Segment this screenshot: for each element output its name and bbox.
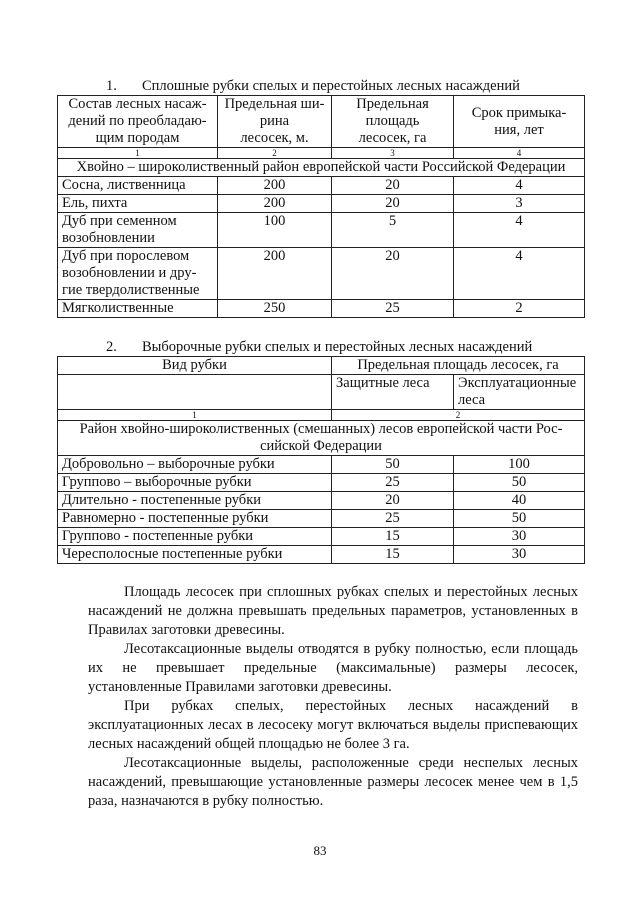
paragraph: При рубках спелых, перестойных лесных насаждений в эксплуатационных лесах в лесосеку могут включаться выделы приспевающих лесных насаждений общей площадью не более 3 га. (88, 698, 578, 752)
table1-species: Мягколиственные (58, 300, 218, 318)
table2-exploitation-value: 50 (454, 474, 585, 492)
table2-protective-value: 20 (332, 492, 454, 510)
table1-area-value: 5 (332, 213, 454, 248)
table2-exploitation-value: 50 (454, 510, 585, 528)
table2-exploitation-value: 40 (454, 492, 585, 510)
table2-exploitation-value: 100 (454, 456, 585, 474)
table1-width-value: 200 (218, 248, 332, 300)
table-row (58, 492, 585, 510)
table2-title-text: Выборочные рубки спелых и перестойных лесных насаждений (142, 339, 533, 355)
table1-region-row (58, 159, 585, 177)
table-row (58, 528, 585, 546)
paragraph: Лесотаксационные выделы, расположенные среди неспелых лесных насаждений, превышающие установленные размеры лесосек менее чем в 1,5 раза, назначаются в рубку полностью. (88, 755, 578, 809)
table1-width-value: 200 (218, 177, 332, 195)
table-row (58, 474, 585, 492)
table2-protective-value: 50 (332, 456, 454, 474)
table2-cut-type: Группово - постепенные рубки (58, 528, 332, 546)
paragraph: Лесотаксационные выделы отводятся в рубку полностью, если площадь их не превышает предельные (максимальные) размеры лесосек, установленные Правилами заготовки древесины. (88, 641, 578, 695)
table1-header-row (58, 96, 585, 148)
table1-area-value: 20 (332, 177, 454, 195)
table2-header-area: Предельная площадь лесосек, га (332, 357, 585, 375)
table1-width-value: 250 (218, 300, 332, 318)
table1-colnum-row (58, 148, 585, 159)
table1-header-width: Предельная ши- рина лесосек, м. (218, 96, 332, 148)
page-number: 83 (313, 843, 327, 858)
table2-cut-type: Длительно - постепенные рубки (58, 492, 332, 510)
table2-header-type: Вид рубки (58, 357, 332, 375)
table2-exploitation-value: 30 (454, 546, 585, 564)
table2-number: 2. (106, 339, 117, 355)
table2-header-protective: Защитные леса (332, 375, 454, 410)
table2-protective-value: 25 (332, 474, 454, 492)
table1-term-value: 4 (454, 248, 585, 300)
table2-protective-value: 15 (332, 528, 454, 546)
table-row (58, 300, 585, 318)
table1-area-value: 25 (332, 300, 454, 318)
table-row (58, 510, 585, 528)
table1-area-value: 20 (332, 248, 454, 300)
table1-header-term: Срок примыка- ния, лет (454, 96, 585, 148)
table1-term-value: 4 (454, 177, 585, 195)
table2-region: Район хвойно-широколиственных (смешанных) лесов европейской части Рос- сийской Федерации (58, 421, 585, 456)
table1-term-value: 3 (454, 195, 585, 213)
table1-colnum: 4 (454, 148, 585, 159)
table2-header-exploitation: Эксплуатационные леса (454, 375, 585, 410)
table1-species: Дуб при порослевом возобновлении и дру- гие твердолиственные (58, 248, 218, 300)
table2-subheader-empty (58, 375, 332, 410)
paragraph: Площадь лесосек при сплошных рубках спелых и перестойных лесных насаждений не должна превышать предельных параметров, установленных в Правилах заготовки древесины. (88, 584, 578, 638)
table1-width-value: 200 (218, 195, 332, 213)
body-text (88, 583, 578, 811)
table-row (58, 195, 585, 213)
table2-colnum-row (58, 410, 585, 421)
table-row (58, 213, 585, 248)
table1-species: Ель, пихта (58, 195, 218, 213)
table2-region-row (58, 421, 585, 456)
table2-cut-type: Группово – выборочные рубки (58, 474, 332, 492)
table-row (58, 456, 585, 474)
table2-protective-value: 15 (332, 546, 454, 564)
table1-colnum: 2 (218, 148, 332, 159)
table-selective-cuttings (57, 356, 585, 564)
table1-title (106, 78, 520, 95)
table1-term-value: 4 (454, 213, 585, 248)
table2-colnum: 2 (332, 410, 585, 421)
table2-header-row (58, 357, 585, 375)
table1-colnum: 1 (58, 148, 218, 159)
table1-width-value: 100 (218, 213, 332, 248)
table1-region: Хвойно – широколиственный район европейской части Российской Федерации (58, 159, 585, 177)
table2-colnum: 1 (58, 410, 332, 421)
table-clear-cuttings (57, 95, 585, 318)
table2-title (106, 339, 532, 356)
table1-title-text: Сплошные рубки спелых и перестойных лесных насаждений (142, 78, 520, 94)
table1-number: 1. (106, 78, 117, 94)
table1-species: Дуб при семенном возобновлении (58, 213, 218, 248)
table1-term-value: 2 (454, 300, 585, 318)
table1-species: Сосна, лиственница (58, 177, 218, 195)
table1-header-composition: Состав лесных насаж- дений по преобладаю- щим породам (58, 96, 218, 148)
table2-protective-value: 25 (332, 510, 454, 528)
table-row (58, 546, 585, 564)
table1-area-value: 20 (332, 195, 454, 213)
table2-cut-type: Добровольно – выборочные рубки (58, 456, 332, 474)
table2-cut-type: Равномерно - постепенные рубки (58, 510, 332, 528)
table2-subheader-row (58, 375, 585, 410)
table1-header-area: Предельная площадь лесосек, га (332, 96, 454, 148)
table-row (58, 177, 585, 195)
table2-cut-type: Чересполосные постепенные рубки (58, 546, 332, 564)
table2-exploitation-value: 30 (454, 528, 585, 546)
table-row (58, 248, 585, 300)
table1-colnum: 3 (332, 148, 454, 159)
